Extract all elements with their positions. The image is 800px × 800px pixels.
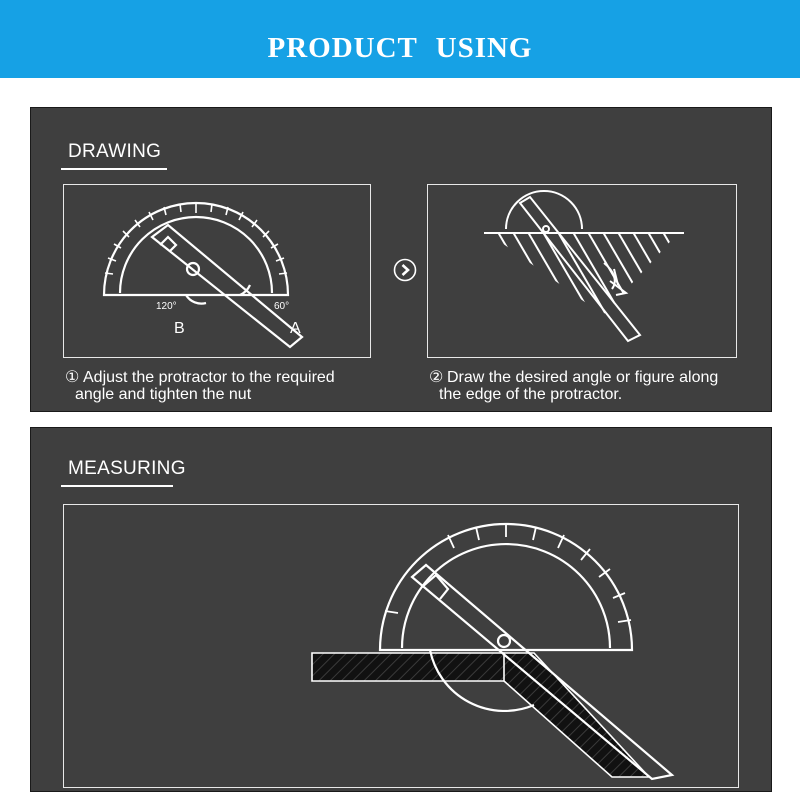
protractor-measure-drawing (64, 505, 738, 787)
step2-number: ② (429, 369, 444, 386)
angle-label-120: 120° (156, 301, 177, 312)
header-banner (0, 0, 800, 78)
measuring-title: MEASURING (68, 458, 186, 479)
drawing-title-underline (61, 168, 167, 170)
protractor-draw-drawing (428, 185, 736, 357)
draw-angle-illustration (427, 184, 737, 358)
arm-label-b: B (174, 320, 185, 337)
arm-label-a: A (290, 320, 301, 337)
measuring-panel (30, 427, 772, 792)
drawing-title: DRAWING (68, 141, 162, 162)
angle-label-60: 60° (274, 301, 290, 312)
measuring-illustration (63, 504, 739, 788)
step1-caption (65, 369, 335, 403)
step2-caption (429, 369, 718, 403)
protractor-adjust-drawing (64, 185, 370, 357)
step2-line2: the edge of the protractor. (439, 386, 623, 403)
chevron-right-circle-icon (393, 258, 417, 282)
measuring-title-underline (61, 485, 173, 487)
step1-number: ① (65, 369, 80, 386)
step1-line2: angle and tighten the nut (75, 386, 252, 403)
step2-line1: Draw the desired angle or figure along (447, 369, 719, 386)
step1-line1: Adjust the protractor to the required (83, 369, 335, 386)
adjust-protractor-illustration (63, 184, 371, 358)
page-title: PRODUCT USING (267, 32, 533, 64)
